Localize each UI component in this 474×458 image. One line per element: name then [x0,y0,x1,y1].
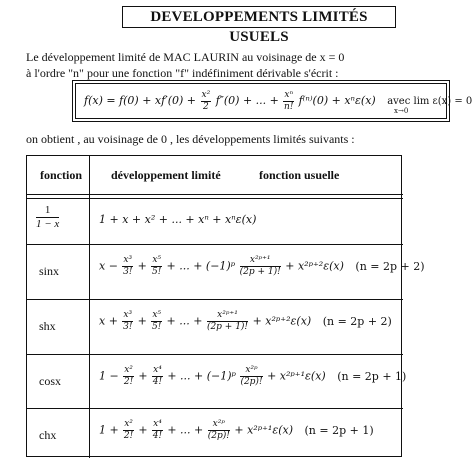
term: + x²ᵖ⁺¹ε(x) [267,369,326,383]
table-row-0-expansion: 1 + x + x² + ... + xⁿ + xⁿε(x) [99,213,257,226]
term: + ... + (−1)ᵖ [166,259,236,273]
formula-frac-1-num: x² [201,89,211,100]
row-divider [27,408,403,409]
formula-frac-1 [201,90,212,113]
frac [123,419,134,442]
term: 1 − [99,369,119,383]
term: + [138,423,148,437]
header-divider-2 [27,198,403,199]
fn-frac [36,204,59,231]
term: + [138,369,148,383]
term: + [137,314,147,328]
frac-num: x⁴ [153,365,162,375]
frac-den: 2! [123,377,134,387]
frac-num: x⁵ [152,310,162,320]
term: + x²ᵖ⁺²ε(x) [252,314,312,328]
frac-den: 4! [152,431,163,441]
fn-frac-num: 1 [36,204,59,218]
frac-den: (2p)! [207,431,230,441]
header-usuelle: fonction usuelle [259,168,340,182]
frac [151,310,162,333]
order-condition: (n = 2p + 1) [304,423,374,437]
dl-table [26,155,425,457]
term: 1 + [99,423,119,437]
frac-den: 2! [123,431,134,441]
frac-den: (2p + 1)! [206,322,249,332]
table-row-3-expansion [99,365,406,388]
formula-frac-1-den: 2 [202,101,209,112]
frac [151,255,162,278]
table-row-0-function [35,204,60,231]
frac-den: 3! [123,322,133,332]
term: + [137,259,147,273]
table-row-1-function: sinx [39,264,60,278]
frac-num: x⁴ [153,419,162,429]
row-divider [27,244,403,245]
row-divider [27,354,403,355]
term: x − [99,259,118,273]
order-condition: (n = 2p + 2) [322,314,392,328]
frac-den: (2p)! [240,377,263,387]
formula-lhs: f(x) = f(0) + xf′(0) + [84,94,196,107]
maclaurin-formula [75,83,473,119]
frac [207,310,248,333]
frac-den: 5! [152,267,162,277]
frac [122,310,133,333]
frac-num: x⁵ [152,255,162,265]
frac-num: x³ [123,255,133,265]
formula-frac-2-num: xⁿ [284,89,294,100]
term: + ... + [167,423,204,437]
frac [122,255,133,278]
table-row-1-expansion [99,255,425,278]
frac-num: x²ᵖ⁺¹ [240,255,281,267]
frac-num: x² [124,419,133,429]
frac-den: 3! [123,267,133,277]
frac-num: x²ᵖ⁺¹ [207,310,248,322]
term: x + [99,314,118,328]
term: + ... + [166,314,203,328]
term: + x²ᵖ⁺¹ε(x) [234,423,294,437]
formula-mid: f″(0) + ... + [215,94,279,107]
header-dev: développement limité [111,168,221,182]
frac-num: x³ [123,310,133,320]
formula-rhs: f⁽ⁿ⁾(0) + xⁿε(x) [298,94,376,107]
frac-den: 4! [152,377,163,387]
formula-condition: avec lim ε(x) = 0 [387,96,473,107]
intro-line-1: Le développement limité de MAC LAURIN au voisinage de x = 0 [26,50,345,64]
frac-num: x²ᵖ [208,419,230,431]
formula-limit-sub: x→0 [394,107,409,115]
term: + ... + (−1)ᵖ [167,369,236,383]
frac-num: x² [124,365,133,375]
order-condition: (n = 2p + 2) [355,259,425,273]
frac [152,365,163,388]
frac-num: x²ᵖ [240,365,262,377]
intro-line-2: à l'ordre "n" pour une fonction "f" indéfiniment dérivable s'écrit : [26,66,339,80]
formula-frac-2 [283,90,294,113]
page-title [122,6,396,45]
table-row-4-expansion [99,419,374,442]
frac-den: 5! [152,322,162,332]
table-row-2-function: shx [39,319,56,333]
frac [123,365,134,388]
frac [208,419,230,442]
table-row-3-function: cosx [39,374,61,388]
frac [240,365,262,388]
table-row-4-function: chx [39,428,57,442]
order-condition: (n = 2p + 1) [337,369,407,383]
obtain-text: on obtient , au voisinage de 0 , les développements limités suivants : [26,132,355,146]
header-divider-1 [27,194,403,195]
table-row-2-expansion [99,310,392,333]
frac [240,255,281,278]
frac-den: (2p + 1)! [239,267,281,277]
formula-frac-2-den: n! [284,101,294,112]
row-divider [27,299,403,300]
column-divider [89,156,90,458]
term: + x²ᵖ⁺²ε(x) [285,259,344,273]
fn-frac-den: 1 − x [36,218,60,230]
page-title-text: DEVELOPPEMENTS LIMITÉS USUELS [150,9,368,45]
frac [152,419,163,442]
header-fonction: fonction [40,168,82,182]
